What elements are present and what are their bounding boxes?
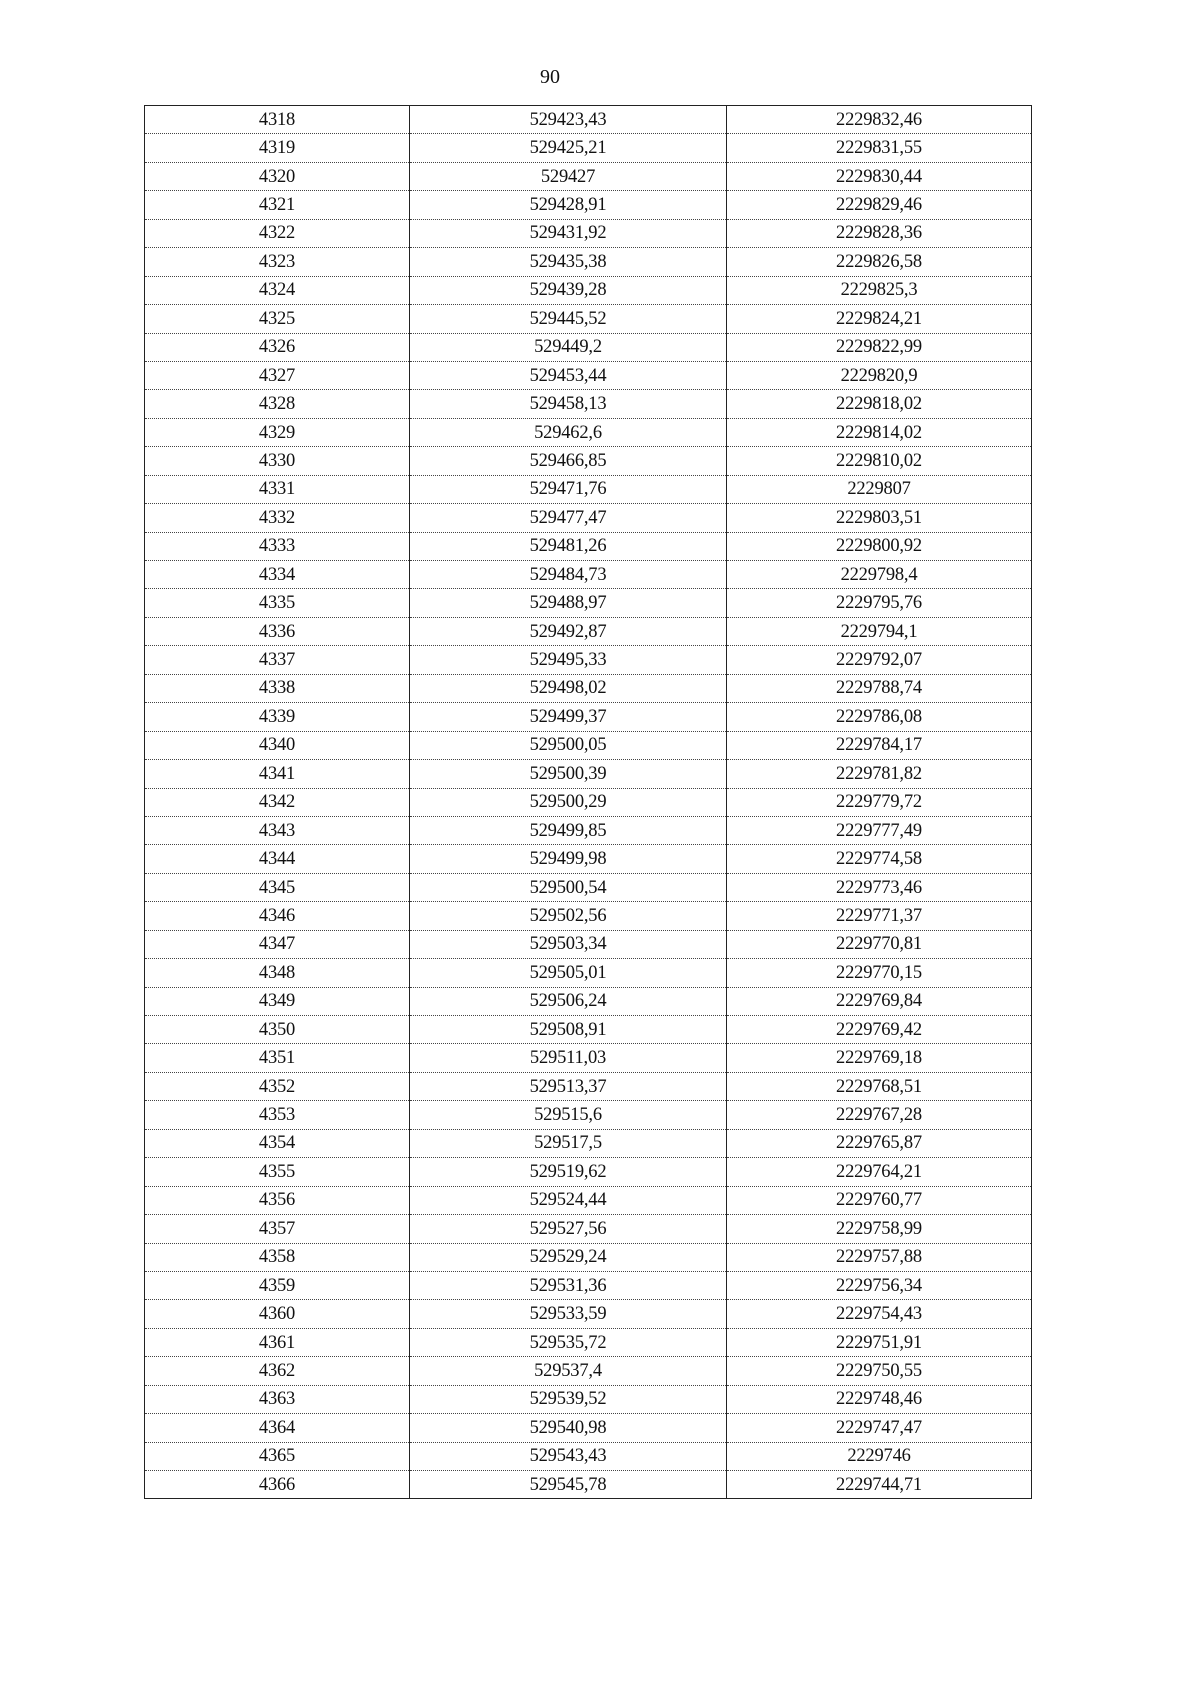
x-coordinate-cell: 529505,01 <box>410 959 727 987</box>
table-row <box>145 134 1032 162</box>
point-number-cell: 4362 <box>145 1357 410 1385</box>
point-number-cell: 4348 <box>145 959 410 987</box>
y-coordinate-cell: 2229747,47 <box>727 1414 1032 1442</box>
y-coordinate-cell: 2229764,21 <box>727 1158 1032 1186</box>
x-coordinate-cell: 529427 <box>410 162 727 190</box>
point-number-cell: 4358 <box>145 1243 410 1271</box>
x-coordinate-cell: 529492,87 <box>410 617 727 645</box>
x-coordinate-cell: 529466,85 <box>410 447 727 475</box>
y-coordinate-cell: 2229826,58 <box>727 248 1032 276</box>
point-number-cell: 4322 <box>145 219 410 247</box>
table-row <box>145 1471 1032 1499</box>
table-row <box>145 845 1032 873</box>
point-number-cell: 4335 <box>145 589 410 617</box>
table-row <box>145 760 1032 788</box>
table-row <box>145 1215 1032 1243</box>
x-coordinate-cell: 529511,03 <box>410 1044 727 1072</box>
table-row <box>145 219 1032 247</box>
point-number-cell: 4320 <box>145 162 410 190</box>
y-coordinate-cell: 2229769,18 <box>727 1044 1032 1072</box>
y-coordinate-cell: 2229807 <box>727 475 1032 503</box>
point-number-cell: 4333 <box>145 532 410 560</box>
point-number-cell: 4343 <box>145 816 410 844</box>
y-coordinate-cell: 2229754,43 <box>727 1300 1032 1328</box>
point-number-cell: 4364 <box>145 1414 410 1442</box>
table-row <box>145 1158 1032 1186</box>
point-number-cell: 4352 <box>145 1072 410 1100</box>
y-coordinate-cell: 2229786,08 <box>727 703 1032 731</box>
point-number-cell: 4327 <box>145 361 410 389</box>
table-row <box>145 504 1032 532</box>
x-coordinate-cell: 529508,91 <box>410 1016 727 1044</box>
table-row <box>145 333 1032 361</box>
y-coordinate-cell: 2229773,46 <box>727 873 1032 901</box>
point-number-cell: 4330 <box>145 447 410 475</box>
point-number-cell: 4346 <box>145 902 410 930</box>
table-row <box>145 788 1032 816</box>
x-coordinate-cell: 529519,62 <box>410 1158 727 1186</box>
point-number-cell: 4329 <box>145 418 410 446</box>
x-coordinate-cell: 529529,24 <box>410 1243 727 1271</box>
table-row <box>145 276 1032 304</box>
y-coordinate-cell: 2229779,72 <box>727 788 1032 816</box>
x-coordinate-cell: 529453,44 <box>410 361 727 389</box>
point-number-cell: 4328 <box>145 390 410 418</box>
point-number-cell: 4361 <box>145 1328 410 1356</box>
y-coordinate-cell: 2229774,58 <box>727 845 1032 873</box>
table-row <box>145 1016 1032 1044</box>
table-row <box>145 1271 1032 1299</box>
x-coordinate-cell: 529484,73 <box>410 561 727 589</box>
point-number-cell: 4365 <box>145 1442 410 1470</box>
x-coordinate-cell: 529431,92 <box>410 219 727 247</box>
point-number-cell: 4350 <box>145 1016 410 1044</box>
point-number-cell: 4355 <box>145 1158 410 1186</box>
x-coordinate-cell: 529537,4 <box>410 1357 727 1385</box>
x-coordinate-cell: 529500,54 <box>410 873 727 901</box>
point-number-cell: 4356 <box>145 1186 410 1214</box>
x-coordinate-cell: 529533,59 <box>410 1300 727 1328</box>
point-number-cell: 4336 <box>145 617 410 645</box>
x-coordinate-cell: 529439,28 <box>410 276 727 304</box>
x-coordinate-cell: 529488,97 <box>410 589 727 617</box>
coordinates-table-body <box>145 106 1032 1499</box>
point-number-cell: 4360 <box>145 1300 410 1328</box>
x-coordinate-cell: 529540,98 <box>410 1414 727 1442</box>
point-number-cell: 4353 <box>145 1101 410 1129</box>
table-row <box>145 1300 1032 1328</box>
x-coordinate-cell: 529499,98 <box>410 845 727 873</box>
point-number-cell: 4321 <box>145 191 410 219</box>
point-number-cell: 4363 <box>145 1385 410 1413</box>
point-number-cell: 4345 <box>145 873 410 901</box>
y-coordinate-cell: 2229814,02 <box>727 418 1032 446</box>
y-coordinate-cell: 2229828,36 <box>727 219 1032 247</box>
point-number-cell: 4354 <box>145 1129 410 1157</box>
x-coordinate-cell: 529435,38 <box>410 248 727 276</box>
y-coordinate-cell: 2229770,81 <box>727 930 1032 958</box>
x-coordinate-cell: 529535,72 <box>410 1328 727 1356</box>
y-coordinate-cell: 2229831,55 <box>727 134 1032 162</box>
point-number-cell: 4325 <box>145 305 410 333</box>
table-row <box>145 162 1032 190</box>
x-coordinate-cell: 529503,34 <box>410 930 727 958</box>
y-coordinate-cell: 2229769,84 <box>727 987 1032 1015</box>
y-coordinate-cell: 2229744,71 <box>727 1471 1032 1499</box>
y-coordinate-cell: 2229824,21 <box>727 305 1032 333</box>
y-coordinate-cell: 2229784,17 <box>727 731 1032 759</box>
y-coordinate-cell: 2229788,74 <box>727 674 1032 702</box>
y-coordinate-cell: 2229825,3 <box>727 276 1032 304</box>
point-number-cell: 4318 <box>145 106 410 134</box>
y-coordinate-cell: 2229748,46 <box>727 1385 1032 1413</box>
y-coordinate-cell: 2229751,91 <box>727 1328 1032 1356</box>
x-coordinate-cell: 529524,44 <box>410 1186 727 1214</box>
x-coordinate-cell: 529423,43 <box>410 106 727 134</box>
table-row <box>145 390 1032 418</box>
point-number-cell: 4357 <box>145 1215 410 1243</box>
point-number-cell: 4340 <box>145 731 410 759</box>
point-number-cell: 4341 <box>145 760 410 788</box>
y-coordinate-cell: 2229771,37 <box>727 902 1032 930</box>
point-number-cell: 4319 <box>145 134 410 162</box>
x-coordinate-cell: 529531,36 <box>410 1271 727 1299</box>
point-number-cell: 4324 <box>145 276 410 304</box>
x-coordinate-cell: 529515,6 <box>410 1101 727 1129</box>
coordinates-table <box>144 105 1032 1499</box>
y-coordinate-cell: 2229795,76 <box>727 589 1032 617</box>
table-row <box>145 1442 1032 1470</box>
x-coordinate-cell: 529502,56 <box>410 902 727 930</box>
y-coordinate-cell: 2229769,42 <box>727 1016 1032 1044</box>
table-row <box>145 248 1032 276</box>
x-coordinate-cell: 529458,13 <box>410 390 727 418</box>
y-coordinate-cell: 2229818,02 <box>727 390 1032 418</box>
x-coordinate-cell: 529500,29 <box>410 788 727 816</box>
table-row <box>145 959 1032 987</box>
x-coordinate-cell: 529539,52 <box>410 1385 727 1413</box>
y-coordinate-cell: 2229792,07 <box>727 646 1032 674</box>
point-number-cell: 4351 <box>145 1044 410 1072</box>
x-coordinate-cell: 529499,37 <box>410 703 727 731</box>
x-coordinate-cell: 529425,21 <box>410 134 727 162</box>
table-row <box>145 532 1032 560</box>
point-number-cell: 4342 <box>145 788 410 816</box>
table-row <box>145 1357 1032 1385</box>
y-coordinate-cell: 2229781,82 <box>727 760 1032 788</box>
y-coordinate-cell: 2229756,34 <box>727 1271 1032 1299</box>
y-coordinate-cell: 2229777,49 <box>727 816 1032 844</box>
x-coordinate-cell: 529462,6 <box>410 418 727 446</box>
table-row <box>145 1129 1032 1157</box>
x-coordinate-cell: 529500,39 <box>410 760 727 788</box>
point-number-cell: 4334 <box>145 561 410 589</box>
table-row <box>145 902 1032 930</box>
point-number-cell: 4347 <box>145 930 410 958</box>
table-row <box>145 418 1032 446</box>
y-coordinate-cell: 2229820,9 <box>727 361 1032 389</box>
table-row <box>145 106 1032 134</box>
point-number-cell: 4326 <box>145 333 410 361</box>
x-coordinate-cell: 529506,24 <box>410 987 727 1015</box>
point-number-cell: 4359 <box>145 1271 410 1299</box>
y-coordinate-cell: 2229750,55 <box>727 1357 1032 1385</box>
y-coordinate-cell: 2229803,51 <box>727 504 1032 532</box>
table-row <box>145 1414 1032 1442</box>
table-row <box>145 731 1032 759</box>
y-coordinate-cell: 2229822,99 <box>727 333 1032 361</box>
table-row <box>145 191 1032 219</box>
x-coordinate-cell: 529449,2 <box>410 333 727 361</box>
point-number-cell: 4338 <box>145 674 410 702</box>
table-row <box>145 1044 1032 1072</box>
y-coordinate-cell: 2229800,92 <box>727 532 1032 560</box>
table-row <box>145 1072 1032 1100</box>
y-coordinate-cell: 2229832,46 <box>727 106 1032 134</box>
x-coordinate-cell: 529428,91 <box>410 191 727 219</box>
table-row <box>145 703 1032 731</box>
table-row <box>145 987 1032 1015</box>
table-row <box>145 305 1032 333</box>
table-row <box>145 1385 1032 1413</box>
table-row <box>145 674 1032 702</box>
page-number: 90 <box>540 66 560 88</box>
x-coordinate-cell: 529545,78 <box>410 1471 727 1499</box>
x-coordinate-cell: 529527,56 <box>410 1215 727 1243</box>
table-row <box>145 589 1032 617</box>
point-number-cell: 4344 <box>145 845 410 873</box>
table-row <box>145 1243 1032 1271</box>
y-coordinate-cell: 2229765,87 <box>727 1129 1032 1157</box>
table-row <box>145 1101 1032 1129</box>
table-row <box>145 475 1032 503</box>
y-coordinate-cell: 2229798,4 <box>727 561 1032 589</box>
y-coordinate-cell: 2229810,02 <box>727 447 1032 475</box>
y-coordinate-cell: 2229794,1 <box>727 617 1032 645</box>
table-row <box>145 930 1032 958</box>
x-coordinate-cell: 529445,52 <box>410 305 727 333</box>
x-coordinate-cell: 529495,33 <box>410 646 727 674</box>
x-coordinate-cell: 529500,05 <box>410 731 727 759</box>
y-coordinate-cell: 2229768,51 <box>727 1072 1032 1100</box>
y-coordinate-cell: 2229758,99 <box>727 1215 1032 1243</box>
x-coordinate-cell: 529499,85 <box>410 816 727 844</box>
table-row <box>145 816 1032 844</box>
point-number-cell: 4339 <box>145 703 410 731</box>
table-row <box>145 1186 1032 1214</box>
point-number-cell: 4323 <box>145 248 410 276</box>
table-row <box>145 1328 1032 1356</box>
point-number-cell: 4366 <box>145 1471 410 1499</box>
point-number-cell: 4349 <box>145 987 410 1015</box>
x-coordinate-cell: 529471,76 <box>410 475 727 503</box>
x-coordinate-cell: 529498,02 <box>410 674 727 702</box>
table-row <box>145 646 1032 674</box>
point-number-cell: 4331 <box>145 475 410 503</box>
point-number-cell: 4332 <box>145 504 410 532</box>
x-coordinate-cell: 529517,5 <box>410 1129 727 1157</box>
point-number-cell: 4337 <box>145 646 410 674</box>
table-row <box>145 447 1032 475</box>
x-coordinate-cell: 529513,37 <box>410 1072 727 1100</box>
y-coordinate-cell: 2229760,77 <box>727 1186 1032 1214</box>
y-coordinate-cell: 2229829,46 <box>727 191 1032 219</box>
table-row <box>145 361 1032 389</box>
y-coordinate-cell: 2229746 <box>727 1442 1032 1470</box>
table-row <box>145 561 1032 589</box>
y-coordinate-cell: 2229767,28 <box>727 1101 1032 1129</box>
y-coordinate-cell: 2229757,88 <box>727 1243 1032 1271</box>
y-coordinate-cell: 2229770,15 <box>727 959 1032 987</box>
x-coordinate-cell: 529543,43 <box>410 1442 727 1470</box>
x-coordinate-cell: 529481,26 <box>410 532 727 560</box>
table-row <box>145 617 1032 645</box>
x-coordinate-cell: 529477,47 <box>410 504 727 532</box>
table-row <box>145 873 1032 901</box>
y-coordinate-cell: 2229830,44 <box>727 162 1032 190</box>
